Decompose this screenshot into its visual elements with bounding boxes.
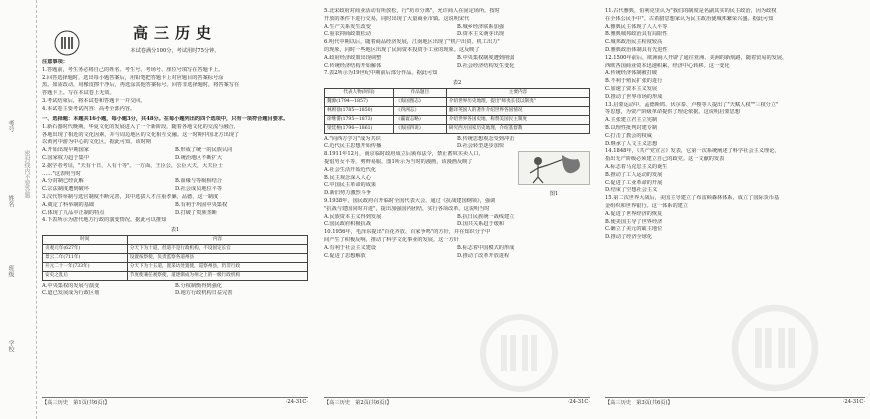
question-13 bbox=[605, 102, 865, 148]
table-header-row bbox=[43, 235, 308, 244]
table-row bbox=[325, 106, 590, 115]
page-2 bbox=[324, 8, 590, 404]
table-cell: 《海国四说》 bbox=[393, 124, 446, 133]
option-d: D.地方行政机构日益完善 bbox=[175, 290, 233, 297]
option-c: C.宗法制度遭到破坏 bbox=[42, 186, 89, 193]
option-c: C.道已发展成为行政区划 bbox=[42, 290, 100, 297]
table-cell: 分天下为十五道，置采访处置使，巡察州县，仍非行政 bbox=[127, 262, 307, 271]
question-stem: 的现象，同时一些地区出现了民间资本投资手工业的现象。这反映了 bbox=[324, 46, 480, 53]
exam-subtitle: 本试卷满分100分，考试用时75分钟。 bbox=[130, 48, 220, 54]
option-b: B.血缘与等级相结合 bbox=[175, 178, 222, 185]
page-footer bbox=[605, 397, 865, 406]
footer-code: ·24-31C· bbox=[567, 399, 590, 405]
binding-margin bbox=[0, 0, 37, 419]
question-5 bbox=[324, 8, 590, 39]
option-b: B.使美国主导了世界经济 bbox=[605, 218, 663, 225]
notice-heading: 注意事项： bbox=[42, 59, 68, 65]
question-stem: 14.1848年，《共产党宣言》发表，它第一次系统阐述了科学社会主义理论， bbox=[605, 148, 780, 155]
table-1 bbox=[42, 235, 308, 281]
table-cell: 节度使兼任观察使，道逐渐成为州之上的一级行政机构 bbox=[127, 271, 307, 280]
notice-item: 黑。如需改动，用橡皮擦干净后，再选涂其他答案标号。回答非选择题时，将答案写在 bbox=[42, 82, 240, 89]
notice-item: 答题卡上。写在本试卷上无效。 bbox=[42, 90, 115, 97]
watermark-icon bbox=[725, 298, 825, 398]
table-2-caption: 表2 bbox=[452, 79, 462, 86]
option-b: B.传统思想观念受到冲击 bbox=[457, 135, 515, 142]
figure-1-caption: 图1 bbox=[549, 191, 559, 198]
table-cell: 安史之乱后 bbox=[43, 271, 128, 280]
option-c: C.加速了资本主义发展 bbox=[605, 85, 658, 92]
option-c: C.国家权力趋于集中 bbox=[42, 154, 89, 161]
option-c: C.近代民主思想开始传播 bbox=[324, 143, 382, 150]
option-c: C.确立了美元的霸主地位 bbox=[605, 226, 663, 233]
table-cell: 林则徐(1785—1850) bbox=[325, 106, 394, 115]
question-stem: 1.新石器时代晚期，华夏文化的发展进入了一个新阶段，随着各地文化的交流与融合， bbox=[42, 123, 239, 130]
option-d: D.资本主义萌芽出现 bbox=[457, 31, 505, 38]
question-stem: 开放的条件下进行交易，同时出现了大量商业市镇。这说明宋代 bbox=[324, 15, 470, 22]
option-b: B.分权制衡得到强化 bbox=[175, 282, 222, 289]
option-b: B.推动了工人运动的发展 bbox=[605, 171, 663, 178]
option-d: D.新旧势力激烈斗争 bbox=[324, 190, 372, 197]
binding-label-exam-number: 考号 bbox=[7, 120, 14, 132]
question-stem: 各地出现了相近的文化因素，并与周边地区的文化相互交融。这一时期中国北方出现了 bbox=[42, 131, 240, 138]
table-cell: 徐继畬(1795—1873) bbox=[325, 115, 394, 124]
question-stem: 间产生了积极反响，推动了科学文化事业的发展。这一方针 bbox=[324, 236, 459, 243]
question-9 bbox=[324, 198, 590, 229]
table-1-caption: 表1 bbox=[170, 226, 180, 233]
question-10 bbox=[324, 229, 590, 260]
question-stem: 15.第二次世界大战后，美国主导建立了布雷顿森林体系，成立了国际货币基 bbox=[605, 195, 780, 202]
question-11 bbox=[605, 8, 865, 54]
table-cell: 介绍世界历史地理，提出"师夷长技以制夷" bbox=[446, 97, 589, 106]
option-d: D.继承了人文主义思想 bbox=[605, 140, 658, 147]
table-cell: 《四洲志》 bbox=[393, 106, 446, 115]
option-d: D.国共关系趋于缓和 bbox=[457, 221, 505, 228]
question-stem: 2.据学者考证，"天有十日，人有十等"。一方面，王臣公，公臣大夫，大夫臣士 bbox=[42, 162, 223, 169]
question-stem: 11.古代雅典，伯利克里认为"我们的制度是名副其实的民主政治，因为政权 bbox=[605, 8, 777, 14]
question-stem: 在全体公民手中"。古希腊思想家认为民主政治使城邦繁荣兴盛。据此可知 bbox=[605, 15, 774, 22]
option-c: C.国民政府积极抗战 bbox=[324, 221, 371, 228]
question-stem: 5.北宋政府对商业活动有所放松，行"坊市分离"，允许商人在固定场所，按时 bbox=[324, 8, 500, 14]
option-b: B.抗日民族统一战线建立 bbox=[457, 213, 515, 220]
option-d: D.推动了经济全球化 bbox=[605, 234, 653, 241]
option-a: A.促进了世界经济的恢复 bbox=[605, 210, 663, 217]
table-row bbox=[325, 97, 590, 106]
notice-item: 3.考试结束后，将本试卷和答题卡一并交回。 bbox=[42, 97, 146, 104]
question-12 bbox=[605, 55, 865, 101]
option-c: C.体现了九品中正制的特点 bbox=[42, 209, 105, 216]
question-stem: 等思想，为资产阶级革命提供了理论依据。这说明启蒙思想 bbox=[605, 109, 740, 116]
option-d: D.社会经济结构发生变化 bbox=[457, 62, 515, 69]
notice-list bbox=[42, 67, 308, 113]
table-cell: 魏源(1794—1857) bbox=[325, 97, 394, 106]
option-d: D.推动了世界市场的形成 bbox=[605, 93, 663, 100]
option-a: A.民族资本主义得到发展 bbox=[324, 213, 382, 220]
option-b: B.有利于巩固中央集权 bbox=[175, 201, 228, 208]
option-c: C.传统经济结构开始解体 bbox=[324, 62, 382, 69]
table-cell: 设置按察使，负责监察各道州县 bbox=[127, 253, 307, 262]
table-cell: 翻译英国人的著作介绍世界各国情况 bbox=[446, 106, 589, 115]
table-header-cell: 代表人物(时间) bbox=[325, 88, 394, 97]
question-stem: ……"这表明当时 bbox=[42, 170, 81, 177]
question-8 bbox=[324, 151, 590, 197]
question-stem: 3.汉代察举制与选官制度不断完善，其中选拔人才注重孝廉、品德，这一制度 bbox=[42, 193, 219, 200]
question-stem: 西欧各国商业资本迅速积累，经济中心转移。这一变化 bbox=[605, 62, 730, 69]
option-d: D.统治地区不断扩大 bbox=[175, 154, 223, 161]
table-row bbox=[43, 271, 308, 280]
question-stem: 7.表2所示为19世纪中期前后部分作品。据此可知 bbox=[324, 70, 438, 77]
footer-code: ·24-31C· bbox=[842, 399, 865, 405]
question-stem: 8.1911年12月，南京临时政府成立后颁布法令，禁止蓄奴买卖人口， bbox=[324, 151, 484, 158]
table-row bbox=[43, 253, 308, 262]
option-a: A.生产关系发生改变 bbox=[324, 23, 371, 30]
question-stem: 以黄河中游为中心的文化区。据此可知，该时期 bbox=[42, 139, 151, 146]
binding-label-school: 学校 bbox=[7, 340, 14, 352]
table-cell: 开元二十一年(733年) bbox=[43, 262, 128, 271]
table-header-row bbox=[325, 88, 590, 97]
table-header-cell: 内容 bbox=[127, 235, 307, 244]
option-d: D.打破了贵族垄断 bbox=[175, 209, 217, 216]
option-d: D.雅典政治体制具有先进性 bbox=[605, 46, 668, 53]
option-b: B.以理性批判封建专制 bbox=[605, 124, 658, 131]
question-stem: 9.1938年，国民政府召开临时全国代表大会，通过《抗战建国纲领》，强调 bbox=[324, 197, 496, 204]
question-stem: 13.启蒙运动中，孟德斯鸠、伏尔泰、卢梭等人提出了"天赋人权""三权分立" bbox=[605, 101, 779, 108]
option-b: B.形成了统一的民族认同 bbox=[175, 147, 233, 154]
page-1 bbox=[42, 8, 308, 404]
option-a: A.开始出现早期国家 bbox=[42, 147, 89, 154]
option-d: D.结束了空想社会主义 bbox=[605, 187, 658, 194]
question-3 bbox=[42, 194, 308, 217]
table-cell: 分天下为十道，但道不是行政机构，不设固定长官 bbox=[127, 244, 307, 253]
footer-page-label: 【高三历史 第1页(共6页)】 bbox=[42, 400, 110, 406]
option-b: B.雅典城邦政治具有局限性 bbox=[605, 31, 668, 38]
option-a: A.主张建立君主立宪制 bbox=[605, 117, 658, 124]
option-a: A.有利于社会主义建设 bbox=[324, 244, 377, 251]
table-row bbox=[43, 244, 308, 253]
question-stem: 12.1500年前后，欧洲商人开辟了通往亚洲、美洲的新航路，随着贸易的发展， bbox=[605, 54, 788, 61]
option-a: A."向西方学习"成为共识 bbox=[324, 135, 381, 142]
figure-1 bbox=[518, 151, 590, 198]
notice-item: 4.本试卷主要考试内容：高考全部内容。 bbox=[42, 105, 136, 112]
option-a: A.传统经济体制被打破 bbox=[605, 70, 658, 77]
option-a: A.雅典民主体现了人人平等 bbox=[605, 23, 668, 30]
table-header-cell: 作品题目 bbox=[393, 88, 446, 97]
option-d: D.推动了改革开放进程 bbox=[457, 252, 510, 259]
table-cell: 《瀛寰志略》 bbox=[393, 115, 446, 124]
option-b: B.标志着中国模式的形成 bbox=[457, 244, 515, 251]
option-c: C.促进了工业革命的开展 bbox=[605, 179, 663, 186]
table-cell: 梁廷枏(1796—1861) bbox=[325, 124, 394, 133]
option-c: C.促进了思想解放 bbox=[324, 252, 366, 259]
page-3 bbox=[605, 8, 865, 404]
option-b: B.中央集权制度遭到削弱 bbox=[457, 54, 515, 61]
table-row bbox=[325, 124, 590, 133]
question-stem: "抗战与建国同时并进"，提出加强国内团结，实行各项改革。这说明当时 bbox=[324, 205, 490, 212]
question-14 bbox=[605, 148, 865, 194]
question-15 bbox=[605, 195, 865, 241]
question-stem: 6.明代中期以后，随着商品经济发展，江南地区出现了"机户出资，机工出力" bbox=[324, 39, 500, 46]
question-stem: 金组织和世界银行。这一体系的建立 bbox=[605, 202, 689, 209]
option-b: B.不利于殖民扩张的进行 bbox=[605, 78, 663, 85]
table-cell: 贞观元年(627年) bbox=[43, 244, 128, 253]
footer-code: ·24-31C· bbox=[285, 399, 308, 405]
option-b: B.民主观念深入人心 bbox=[324, 174, 371, 181]
binding-label-name: 姓名 bbox=[7, 195, 14, 207]
option-a: A.奠定了科举制的基础 bbox=[42, 201, 95, 208]
table-cell: 景云二年(711年) bbox=[43, 253, 128, 262]
page-footer bbox=[42, 397, 308, 406]
option-a: A.分封制已经瓦解 bbox=[42, 178, 84, 185]
option-a: A.中央集权的发展与演变 bbox=[42, 282, 100, 289]
cartoon-illustration bbox=[518, 151, 590, 185]
exam-logo-icon bbox=[52, 28, 82, 58]
table-row bbox=[325, 115, 590, 124]
binding-label-class: 班级 bbox=[7, 265, 14, 277]
binding-seam-text: 密封线内不要答题 bbox=[23, 150, 30, 198]
option-c: C.打击了教会的权威 bbox=[605, 132, 652, 139]
footer-page-label: 【高三历史 第2页(共6页)】 bbox=[324, 400, 392, 406]
option-a: A.标志着马克思主义的诞生 bbox=[605, 163, 668, 170]
page-footer bbox=[324, 397, 590, 406]
option-d: D.社会成员地位平等 bbox=[175, 186, 223, 193]
option-a: A.社会生活开始近代化 bbox=[324, 166, 377, 173]
question-stem: 提倡男女平等，剪辫易服。图1所示为当时的漫画，该漫画反映了 bbox=[324, 158, 473, 165]
question-1 bbox=[42, 124, 308, 163]
table-cell: 研究西方国家历史地理，介绍基督教 bbox=[446, 124, 589, 133]
table-cell: 介绍世界各国史地，称赞美国民主制度 bbox=[446, 115, 589, 124]
table-row bbox=[43, 262, 308, 271]
question-4 bbox=[42, 217, 308, 298]
footer-page-label: 【高三历史 第3页(共6页)】 bbox=[605, 400, 673, 406]
option-b: B.城乡经济联系加强 bbox=[457, 23, 504, 30]
question-6 bbox=[324, 39, 590, 70]
question-stem: 4.下表所示为唐代地方行政的演变情况。据此可以推知 bbox=[42, 217, 167, 224]
option-a: A.政府经济政策出现调整 bbox=[324, 54, 382, 61]
section-heading: 一、选择题：本题共16小题，每小题3分，共48分。在每小题列出的四个选项中，只有一项符合题目要求。 bbox=[42, 115, 289, 122]
table-header-cell: 时间 bbox=[43, 235, 128, 244]
notice-item: 2.回答选择题时，选出每小题答案后，用铅笔把答题卡上对应题目的答案标号涂 bbox=[42, 74, 224, 81]
option-c: C.城邦政治民主程度较高 bbox=[605, 39, 663, 46]
option-c: C.中国民主革命的成果 bbox=[324, 182, 377, 189]
exam-title: 高三历史 bbox=[132, 24, 217, 42]
question-stem: 10.1956年，毛泽东提出"百花齐放、百家争鸣"的方针，并在知识分子中 bbox=[324, 229, 491, 236]
option-d: D.社会转型逐步加快 bbox=[457, 143, 505, 150]
table-2 bbox=[324, 88, 590, 134]
question-stem: 指出无产阶级必须建立自己的政党。这一文献的发表 bbox=[605, 156, 725, 163]
question-7 bbox=[324, 70, 590, 151]
watermark-icon bbox=[474, 308, 564, 398]
table-cell: 《海国图志》 bbox=[393, 97, 446, 106]
option-c: C.重农抑商政策松动 bbox=[324, 31, 371, 38]
table-header-cell: 主要内容 bbox=[446, 88, 589, 97]
question-2 bbox=[42, 163, 308, 194]
notice-item: 1.答题前，考生务必将自己的姓名、考生号、考场号、座位号填写在答题卡上。 bbox=[42, 66, 224, 73]
